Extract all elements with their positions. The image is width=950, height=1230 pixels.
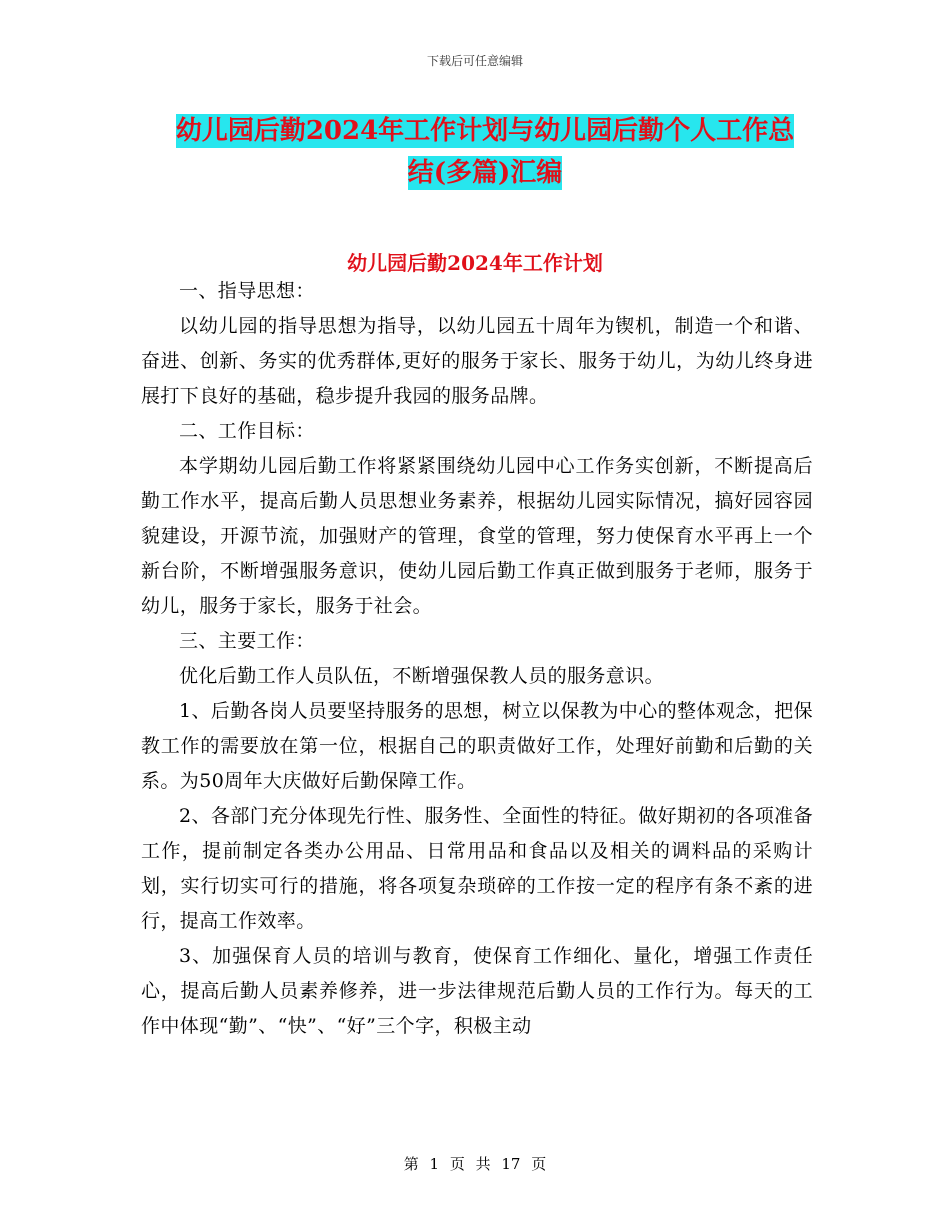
heading-main-work: 三、主要工作： <box>179 630 315 652</box>
section-title: 幼儿园后勤2024年工作计划 <box>347 251 603 275</box>
header-note: 下载后可任意编辑 <box>426 54 523 68</box>
document-title-line-1: 幼儿园后勤2024年工作计划与幼儿园后勤个人工作总 <box>175 116 795 146</box>
document-title <box>140 110 830 194</box>
document-body <box>141 274 813 1044</box>
heading-work-goals: 二、工作目标： <box>179 420 315 442</box>
paragraph-optimize-staff: 优化后勤工作人员队伍，不断增强保教人员的服务意识。 <box>179 665 665 687</box>
document-title-line-2: 结(多篇)汇编 <box>407 158 563 188</box>
heading-guiding-ideology: 一、指导思想： <box>179 280 315 302</box>
paragraph-item-3: 3、加强保育人员的培训与教育，使保育工作细化、量化，增强工作责任心，提高后勤人员素养修养，进一步法律规范后勤人员的工作行为。每天的工作中体现“勤”、“快”、“好”三个字，积极主动 <box>141 945 813 1037</box>
paragraph-guiding-ideology: 以幼儿园的指导思想为指导，以幼儿园五十周年为锲机，制造一个和谐、奋进、创新、务实的优秀群体,更好的服务于家长、服务于幼儿，为幼儿终身进展打下良好的基础，稳步提升我园的服务品牌。 <box>141 315 813 407</box>
paragraph-item-2: 2、各部门充分体现先行性、服务性、全面性的特征。做好期初的各项准备工作，提前制定各类办公用品、日常用品和食品以及相关的调料品的采购计划，实行切实可行的措施，将各项复杂琐碎的工作按一定的程序有条不紊的进行，提高工作效率。 <box>141 805 813 932</box>
page-footer: 第 1 页 共 17 页 <box>403 1155 547 1173</box>
paragraph-work-goals: 本学期幼儿园后勤工作将紧紧围绕幼儿园中心工作务实创新，不断提高后勤工作水平，提高后勤人员思想业务素养，根据幼儿园实际情况，搞好园容园貌建设，开源节流，加强财产的管理，食堂的管理，努力使保育水平再上一个新台阶，不断增强服务意识，使幼儿园后勤工作真正做到服务于老师，服务于幼儿，服务于家长，服务于社会。 <box>141 455 813 617</box>
paragraph-item-1: 1、后勤各岗人员要坚持服务的思想，树立以保教为中心的整体观念，把保教工作的需要放在第一位，根据自己的职责做好工作，处理好前勤和后勤的关系。为50周年大庆做好后勤保障工作。 <box>141 700 813 792</box>
